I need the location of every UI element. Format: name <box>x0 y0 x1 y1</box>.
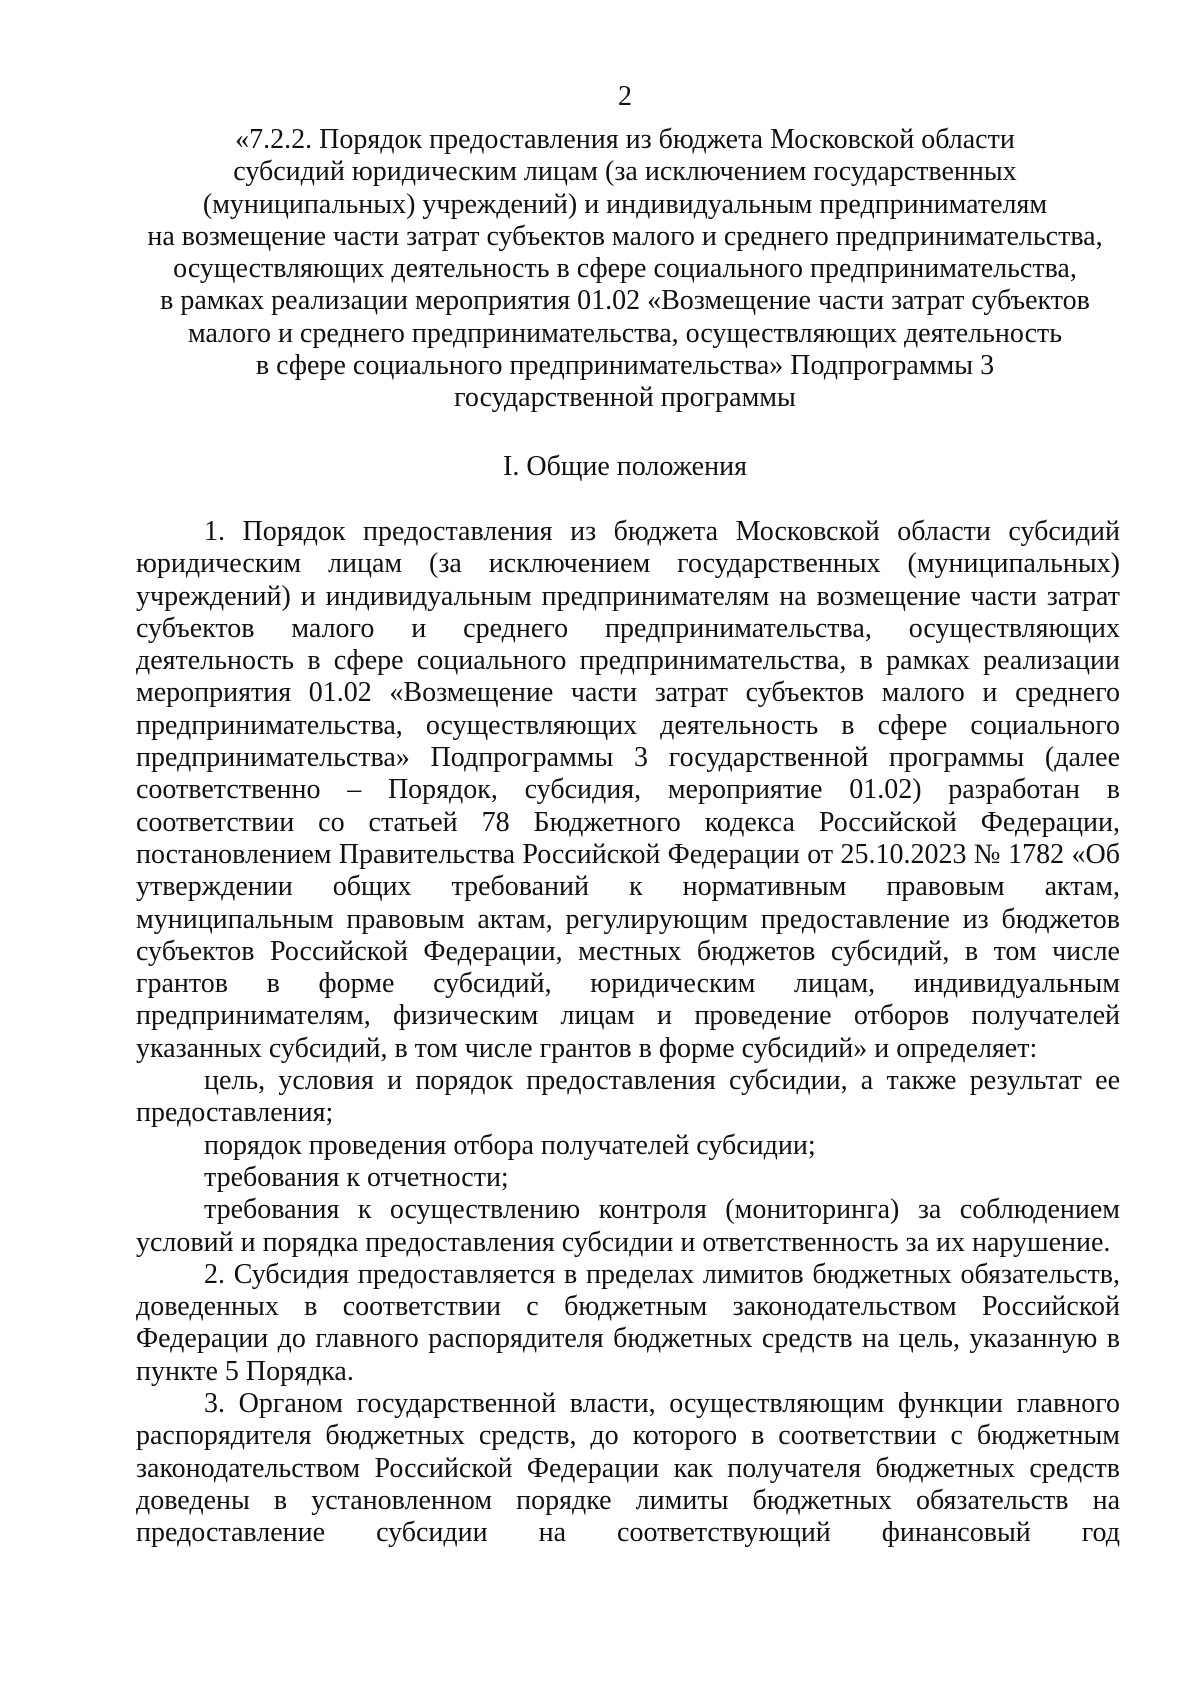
paragraph-1: 1. Порядок предоставления из бюджета Московской области субсидий юридическим лицам (за исключением государственных (муниципальных) учреждений) и индивидуальным предпринимателям на возмещение части затрат субъектов малого и среднего предпринимательства, осуществляющих деятельность в сфере социального предпринимательства, в рамках реализации мероприятия 01.02 «Возмещение части затрат субъектов малого и среднего предпринимательства, осуществляющих деятельность в сфере социального предпринимательства» Подпрограммы 3 государственной программы (далее соответственно – Порядок, субсидия, мероприятие 01.02) разработан в соответствии со статьей 78 Бюджетного кодекса Российской Федерации, постановлением Правительства Российской Федерации от 25.10.2023 № 1782 «Об утверждении общих требований к нормативным правовым актам, муниципальным правовым актам, регулирующим предоставление из бюджетов субъектов Российской Федерации, местных бюджетов субсидий, в том числе грантов в форме субсидий, юридическим лицам, индивидуальным предпринимателям, физическим лицам и проведение отборов получателей указанных субсидий, в том числе грантов в форме субсидий» и определяет: <box>136 516 1120 1064</box>
list-item: порядок проведения отбора получателей субсидии; <box>204 1129 816 1161</box>
document-title <box>130 124 1120 415</box>
title-line: (муниципальных) учреждений) и индивидуальным предпринимателям <box>202 188 1048 220</box>
list-item: цель, условия и порядок предоставления субсидии, а также результат ее предоставления; <box>136 1065 1120 1129</box>
page-number: 2 <box>618 81 632 112</box>
title-line: субсидий юридическим лицам (за исключением государственных <box>233 156 1017 188</box>
document-body <box>136 516 1120 1550</box>
title-line: государственной программы <box>454 382 796 414</box>
title-line: осуществляющих деятельность в сфере социального предпринимательства, <box>173 253 1077 285</box>
paragraph-2: 2. Субсидия предоставляется в пределах лимитов бюджетных обязательств, доведенных в соответствии с бюджетным законодательством Российской Федерации до главного распорядителя бюджетных средств на цель, указанную в пункте 5 Порядка. <box>136 1258 1120 1387</box>
title-line: в сфере социального предпринимательства» Подпрограммы 3 <box>255 350 995 382</box>
list-item: требования к отчетности; <box>204 1161 509 1193</box>
title-line: в рамках реализации мероприятия 01.02 «Возмещение части затрат субъектов <box>160 285 1090 317</box>
title-line: на возмещение части затрат субъектов малого и среднего предпринимательства, <box>147 220 1103 252</box>
paragraph-3: 3. Органом государственной власти, осуществляющим функции главного распорядителя бюджетных средств, до которого в соответствии с бюджетным законодательством Российской Федерации как получателя бюджетных средств доведены в установленном порядке лимиты бюджетных обязательств на предоставление субсидии на соответствующий финансовый год <box>136 1388 1120 1549</box>
section-heading: I. Общие положения <box>503 451 747 482</box>
title-line: малого и среднего предпринимательства, осуществляющих деятельность <box>187 317 1063 349</box>
title-line: «7.2.2. Порядок предоставления из бюджета Московской области <box>235 124 1015 155</box>
list-item: требования к осуществлению контроля (мониторинга) за соблюдением условий и порядка предоставления субсидии и ответственность за их нарушение. <box>136 1194 1120 1258</box>
